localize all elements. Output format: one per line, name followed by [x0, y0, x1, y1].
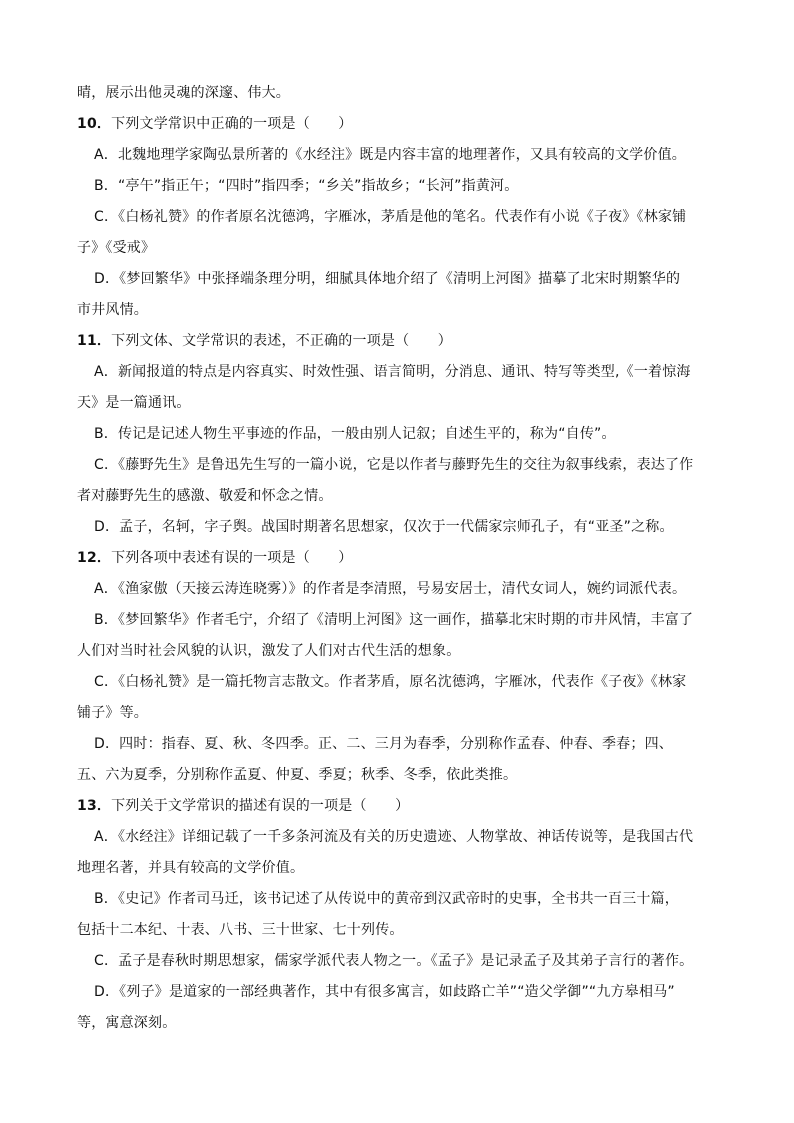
option-a: A．《水经注》详细记载了一千多条河流及有关的历史遗迹、人物掌故、神话传说等，是我国古代 [94, 829, 694, 845]
option-b: B．“亭午”指正午；“四时”指四季；“乡关”指故乡；“长河”指黄河。 [94, 178, 519, 194]
question-text: 下列各项中表述有误的一项是（ ） [111, 550, 353, 566]
question-number: 11． [77, 333, 112, 349]
question-stem [77, 791, 719, 822]
option-d-continued: 市井风情。 [77, 302, 148, 318]
option-c: C．《藤野先生》是鲁迅先生写的一篇小说，它是以作者与藤野先生的交往为叙事线索，表达了作 [94, 457, 694, 473]
option-a: A．新闻报道的特点是内容真实、时效性强、语言简明，分消息、通讯、特写等类型,《一着惊海 [94, 364, 691, 380]
option-a-continued: 地理名著，并具有较高的文学价值。 [77, 860, 305, 876]
question-10 [77, 109, 719, 326]
option-c: C．《白杨礼赞》的作者原名沈德鸿，字雁冰，茅盾是他的笔名。代表作有小说《子夜》《林家铺 [94, 209, 687, 225]
question-text: 下列关于文学常识的描述有误的一项是（ ） [111, 798, 410, 814]
option-c: C．《白杨礼赞》是一篇托物言志散文。作者茅盾，原名沈德鸿，字雁冰，代表作《子夜》《林家 [94, 674, 687, 690]
option-c-continued: 铺子》等。 [77, 705, 148, 721]
question-11 [77, 326, 719, 543]
option-a: A．北魏地理学家陶弘景所著的《水经注》既是内容丰富的地理著作，又具有较高的文学价值。 [94, 147, 686, 163]
option-a: A．《渔家傲（天接云涛连晓雾）》的作者是李清照，号易安居士，清代女词人，婉约词派代表。 [94, 581, 687, 597]
option-b-continued: 包括十二本纪、十表、八书、三十世家、七十列传。 [77, 922, 404, 938]
option-d: D．《列子》是道家的一部经典著作，其中有很多寓言，如歧路亡羊”“造父学御”“九方皋相马” [94, 984, 675, 1000]
option-c-continued: 者对藤野先生的感激、敬爱和怀念之情。 [77, 488, 333, 504]
question-number: 12． [77, 550, 112, 566]
option-b: B．传记是记述人物生平事迹的作品，一般由别人记叙；自述生平的，称为“自传”。 [94, 426, 616, 442]
option-b: B．《史记》作者司马迁，该书记述了从传说中的黄帝到汉武帝时的史事，全书共一百三十篇， [94, 891, 680, 907]
option-b: B．《梦回繁华》作者毛宁，介绍了《清明上河图》这一画作，描摹北宋时期的市井风情，丰富了 [94, 612, 694, 628]
option-d-continued: 等，寓意深刻。 [77, 1015, 177, 1031]
option-b-continued: 人们对当时社会风貌的认识，激发了人们对古代生活的想象。 [77, 643, 461, 659]
question-stem [77, 326, 719, 357]
option-c-continued: 子》《受戒》 [77, 240, 156, 256]
question-stem [77, 109, 719, 140]
option-a-continued: 天》是一篇通讯。 [77, 395, 191, 411]
question-text: 下列文体、文学常识的表述，不正确的一项是（ ） [111, 333, 452, 349]
question-text: 下列文学常识中正确的一项是（ ） [111, 116, 353, 132]
option-d: D．四时：指春、夏、秋、冬四季。正、二、三月为春季，分别称作孟春、仲春、季春；四、 [94, 736, 673, 752]
option-d: D．《梦回繁华》中张择端条理分明，细腻具体地介绍了《清明上河图》描摹了北宋时期繁华的 [94, 271, 681, 287]
question-12 [77, 543, 719, 791]
option-c: C．孟子是春秋时期思想家，儒家学派代表人物之一。《孟子》是记录孟子及其弟子言行的著作。 [94, 953, 694, 969]
document-content [77, 78, 719, 1039]
question-13 [77, 791, 719, 1039]
question-number: 10． [77, 116, 112, 132]
question-stem [77, 543, 719, 574]
option-d: D．孟子，名轲，字子舆。战国时期著名思想家，仅次于一代儒家宗师孔子，有“亚圣”之称。 [94, 519, 674, 535]
option-d-continued: 五、六为夏季，分别称作孟夏、仲夏、季夏；秋季、冬季，依此类推。 [77, 767, 518, 783]
question-number: 13． [77, 798, 112, 814]
continuation-text: 晴，展示出他灵魂的深邃、伟大。 [77, 85, 290, 101]
